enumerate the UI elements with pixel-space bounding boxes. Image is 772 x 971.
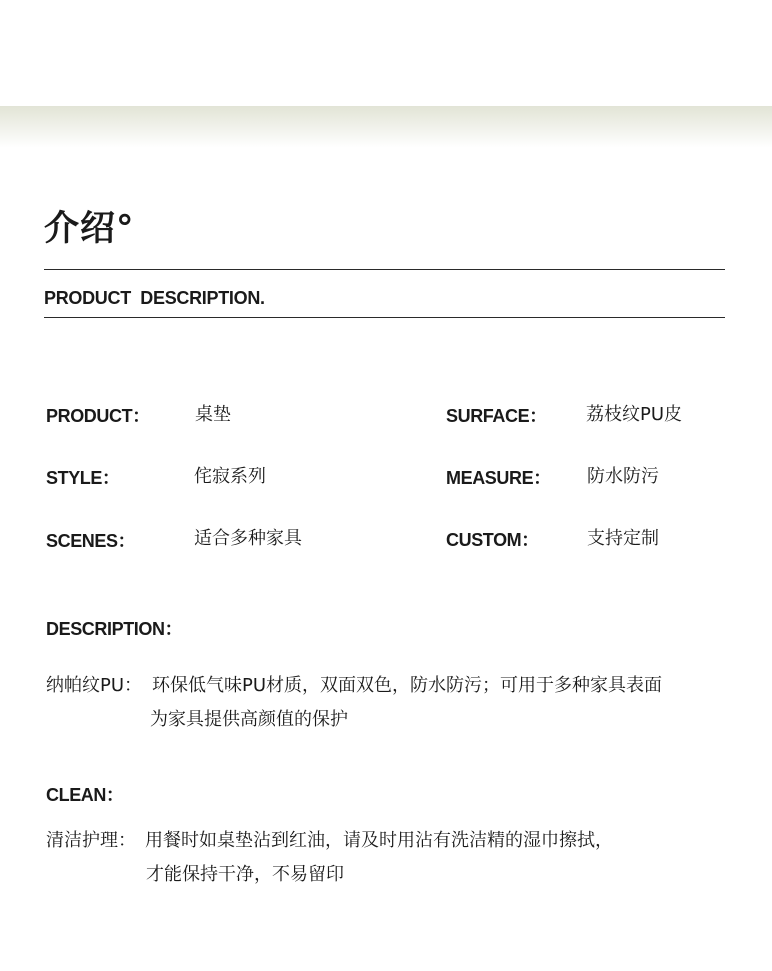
title-divider-top [44, 269, 725, 270]
description-heading: DESCRIPTION： [46, 619, 183, 639]
spec-value-surface: 荔枝纹PU皮 [586, 404, 683, 425]
page-title: 介绍° [44, 209, 135, 249]
spec-label-product: PRODUCT： [46, 406, 150, 426]
description-line-1: 环保低气味PU材质，双面双色，防水防污；可用于多种家具表面 [152, 675, 663, 696]
clean-lead: 清洁护理： [46, 830, 136, 851]
spec-value-scenes: 适合多种家具 [194, 528, 302, 549]
spec-label-measure: MEASURE： [446, 468, 551, 488]
title-divider-bottom [44, 317, 725, 318]
spec-label-surface: SURFACE： [446, 406, 547, 426]
clean-line-2: 才能保持干净，不易留印 [146, 864, 344, 885]
clean-line-1: 用餐时如桌垫沾到红油，请及时用沾有洗洁精的湿巾擦拭， [145, 830, 613, 851]
clean-paragraph [46, 824, 726, 894]
spec-value-measure: 防水防污 [587, 466, 659, 487]
header-gradient-band [0, 106, 772, 148]
clean-heading: CLEAN： [46, 785, 124, 805]
description-lead: 纳帕纹PU： [46, 675, 143, 696]
spec-label-scenes: SCENES： [46, 531, 136, 551]
spec-label-style: STYLE： [46, 468, 120, 488]
spec-value-custom: 支持定制 [587, 528, 659, 549]
page-subtitle: PRODUCT DESCRIPTION. [44, 288, 265, 308]
description-paragraph [46, 669, 726, 739]
description-line-2: 为家具提供高颜值的保护 [150, 709, 348, 730]
spec-value-style: 侘寂系列 [194, 466, 266, 487]
spec-value-product: 桌垫 [195, 404, 231, 425]
spec-label-custom: CUSTOM： [446, 530, 539, 550]
